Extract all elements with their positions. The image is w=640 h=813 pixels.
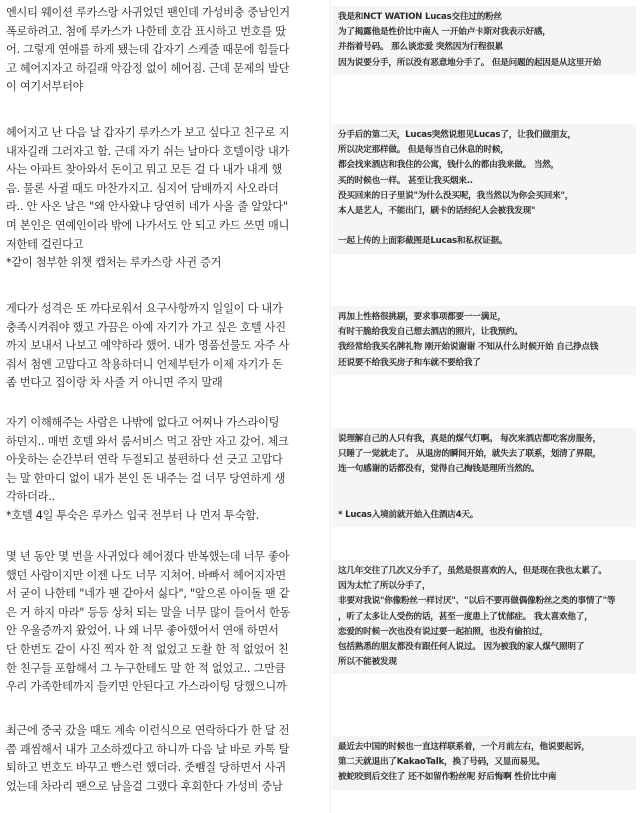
chinese-screenshot-text: 说理解自己的人只有我，真是的煤气灯啊。 每次来酒店都吃客房服务， 只睡了一觉就走了。 从退房的瞬间开始，就失去了联系，划清了界限， 连一句感谢的话都没有，觉得自己掏钱是理所当然的。 * Lucas入境前就开始入住酒店4天。 [332,428,636,527]
chinese-screenshot-text: 分手后的第二天，Lucas突然说想见Lucas了，让我们做朋友， 所以决定那样做。 但是每当自己休息的时候， 都会找来酒店和我住的公寓，钱什么的都由我来做。 当然， 买的时候也一样。 甚至让我买烟来.. 没买回来的日子里说"为什么没买呢，我当然以为你会买回来"， 本人是艺人，不能出门，刷卡的话经纪人会被我发现" 一起上传的上面彩截图是Lucas和私权证据。 [332,124,636,254]
korean-paragraph: 최근에 중국 갔을 때도 계속 이런식으로 연락하다가 한 달 전 쯤 괘씸해서 내가 고소하겠다고 하니까 다음 날 바로 카톡 탈 퇴하고 번호도 바꾸고 빤스런 했더라. 줏뺌질 당하면서 사귀 었는데 차라리 팬으로 남을걸 그랬다 후회한다 가성비 중남 [6,724,290,793]
korean-paragraph: 몇 년 동안 몇 번을 사귀었다 헤어졌다 반복했는데 너무 좋아 했던 사람이지만 이젠 나도 너무 지쳐어. 바빠서 헤어지자면 서 굳이 나한테 "네가 팬 같아서 싫다", "앞으론 아이돌 팬 같 은 거 하지 마라" 등등 상처 되는 말을 너무 많이 들어서 한동 안 우울증까지 왔었어. 나 왜 너무 좋아했어서 연애 하면서 단 한번도 같이 사진 찍자 한 적 없었고 도촬 한 적 없었어 친 한 친구들 포함해서 그 누구한테도 말 한 적 없었고.. 그만큼 우리 가족한테까지 들키면 안된다고 가스라이팅 당했으니까 [6,550,291,694]
chinese-screenshot-text: 这几年交往了几次又分手了，虽然是很喜欢的人，但是现在我也太累了。 因为太忙了所以分手了， 非要对我说"你像粉丝一样讨厌"、"以后不要再做偶像粉丝之类的事情了"等 ，听了太多让人受伤的话，甚至一度患上了忧郁症。 我太喜欢他了， 恋爱的时候一次也没有说过要一起拍照，也没有偷拍过， 包括熟悉的朋友都没有跟任何人说过。 因为被我的家人煤气照明了 所以不能被发现 [332,560,636,674]
chinese-screenshot-text: 我是和NCT WATION Lucas交往过的粉丝 为了揭露他是性价比中南人 一开始卢卡斯对我表示好感， 并指着号码。 那么谈恋爱 突然因为行程很累 因为说要分手，所以没有恶意地分手了。 但是问题的起因是从这里开始 [332,6,636,75]
korean-paragraph: 게다가 성격은 또 까다로워서 요구사항까지 일일이 다 내가 충족시켜줘야 했고 가끔은 아예 자기가 가고 싶은 호텔 사진 까지 보내서 나보고 예약하라 했어. 내가 명품선물도 자주 사 줘서 첨엔 고맙다고 착용하더니 언제부턴가 이제 자기가 돈 좀 번다고 집이랑 차 사줄 거 아니면 주지 말래 [6,302,290,390]
chinese-screenshot-text: 最近去中国的时候也一直这样联系着，一个月前左右，他说要起诉， 第二天就退出了KakaoTalk，换了号码，又显而易见。 被蛇咬到后交往了 还不如留作粉丝呢 好后悔啊 性价比中南 [332,736,636,790]
korean-paragraph: 헤어지고 난 다음 날 갑자기 루카스가 보고 싶다고 친구로 지 내자길래 그러자고 함. 근데 자기 쉬는 날마다 호텔이랑 내가 사는 아파트 찾아와서 돈이고 뭐고 모든 걸 다 내가 내게 했 음. 물론 사귈 때도 마찬가지고. 심지어 담배까지 사오라더 라.. 안 사온 날은 "왜 안사왔냐 당연히 네가 사올 줄 알았다" 며 본인은 연예인이라 밖에 나가서도 안 되고 카드 쓰면 매니 저한테 걸린다고 *같이 첨부한 위챗 캡처는 루카스랑 사귄 증거 [6,126,290,270]
column-divider [330,0,331,813]
korean-paragraph: 엔시티 웨이션 루카스랑 사귀었던 팬인데 가성비충 중남인거 폭로하려고. 첨에 루카스가 나한테 호감 표시하고 번호를 땄 어. 그렇게 연애를 하게 됐는데 갑자기 스케줄 때문에 힘들다 고 헤어지자고 하길래 악감정 없이 헤어짐. 근데 문제의 발단 이 여기서부터야 [6,6,290,94]
chinese-screenshot-text: 再加上性格很挑剔，要求事项都要一一满足， 有时干脆给我发自己想去酒店的照片，让我预约。 我经常给我买名牌礼物 刚开始说谢谢 不知从什么时候开始 自己挣点钱 还说要不给我买房子和车就不要给我了 [332,306,636,375]
korean-paragraph: 자기 이해해주는 사람은 나밖에 없다고 어찌나 가스라이팅 하던지.. 매번 호텔 와서 룸서비스 먹고 잠만 자고 갔어. 체크 아웃하는 순간부터 연락 두절되고 불편하다 선 긋고 고맙다 는 말 한마디 없이 내가 본인 돈 내주는 걸 너무 당연하게 생 각하더라.. *호텔 4일 투숙은 루카스 입국 전부터 나 먼저 투숙함. [6,416,289,522]
